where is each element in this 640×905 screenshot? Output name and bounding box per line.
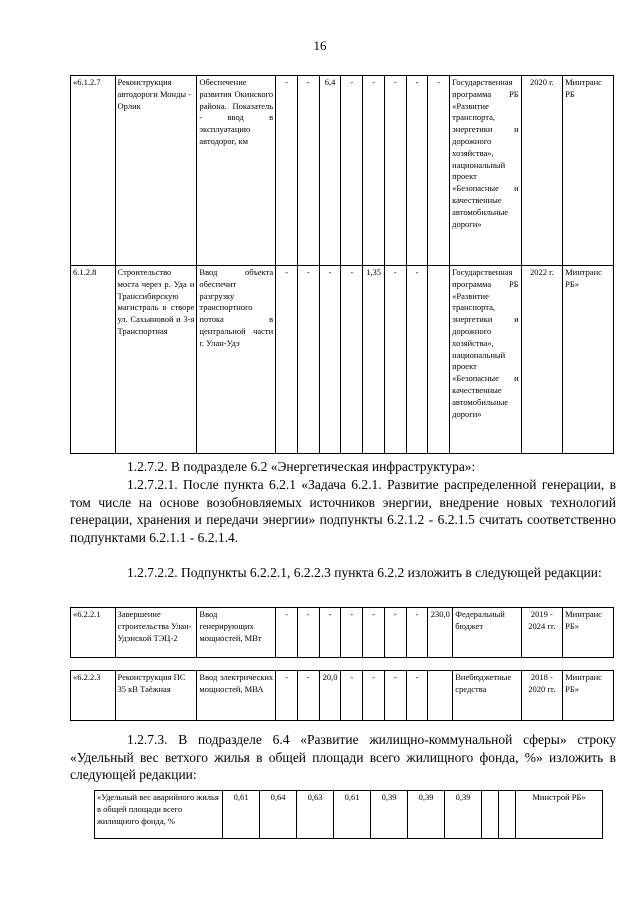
- year-value: 6,4: [319, 76, 341, 266]
- year-value: -: [341, 76, 363, 266]
- year-value: 0,39: [371, 791, 408, 839]
- measure-indicator: Ввод объекта обеспечит разгрузку транспортного потока в центральной части г. Улан-Удэ: [197, 266, 276, 454]
- year-value: 0,61: [223, 791, 260, 839]
- table-row: [71, 671, 614, 721]
- year-value: -: [363, 671, 385, 721]
- indicator-name: «Удельный вес аварийного жилья в общей площади всего жилищного фонда, %: [95, 791, 223, 839]
- funding-source: Государственная программа РБ «Развитие транспорта, энергетики и дорожного хозяйства», национальный проект «Безопасные и качественные автомобильные дороги»: [450, 266, 522, 454]
- year-value: 0,61: [334, 791, 371, 839]
- year-value: -: [428, 76, 450, 266]
- year-value: 0,63: [297, 791, 334, 839]
- executor: Минстрой РБ»: [516, 791, 603, 839]
- measure-name: Завершение строительства Улан-Удэнской ТЭЦ-2: [115, 608, 197, 658]
- year-value: -: [276, 76, 298, 266]
- deadline: 2018 - 2020 гг.: [521, 671, 562, 721]
- deadline: 2022 г.: [521, 266, 562, 454]
- year-value: -: [384, 76, 406, 266]
- year-value: -: [297, 671, 319, 721]
- executor: Минтранс РБ»: [563, 266, 614, 454]
- housing-table: [94, 790, 603, 839]
- year-value: -: [406, 608, 428, 658]
- measure-indicator: Ввод электрических мощностей, МВА: [197, 671, 276, 721]
- executor: Минтранс РБ: [563, 76, 614, 266]
- year-value: -: [276, 608, 298, 658]
- year-value: -: [384, 671, 406, 721]
- measure-name: Реконструкция автодороги Монды - Орлик: [115, 76, 197, 266]
- funding-source: Федеральный бюджет: [453, 608, 521, 658]
- measure-name: Строительство моста через р. Уда и Транссибирскую магистраль в створе ул. Сахьяновой и 3-я Транспортная: [115, 266, 197, 454]
- funding-source: Внебюджетные средства: [453, 671, 521, 721]
- measure-indicator: Ввод генерирующих мощностей, МВт: [197, 608, 276, 658]
- year-value: -: [276, 266, 298, 454]
- year-value: -: [406, 266, 428, 454]
- empty-cell: [499, 791, 516, 839]
- year-value: -: [319, 608, 341, 658]
- year-value: -: [341, 671, 363, 721]
- year-value: -: [297, 76, 319, 266]
- year-value: -: [297, 608, 319, 658]
- paragraph: 1.2.7.2.1. После пункта 6.2.1 «Задача 6.2.1. Развитие распределенной генерации, в том числе на основе возобновляемых источников энергии, внедрение новых технологий генерации, хранения и передачи энергии» подпункты 6.2.1.2 - 6.2.1.5 считать соответственно подпунктами 6.2.1.1 - 6.2.1.4.: [70, 477, 616, 545]
- year-value: [428, 266, 450, 454]
- year-value: -: [297, 266, 319, 454]
- measure-indicator: Обеспечение развития Окинского района. Показатель - ввод в эксплуатацию автодорог, км: [197, 76, 276, 266]
- energy-table-1: [70, 607, 614, 658]
- paragraph: 1.2.7.2. В подразделе 6.2 «Энергетическая инфраструктура»:: [127, 459, 476, 474]
- deadline: 2020 г.: [521, 76, 562, 266]
- year-value: -: [406, 76, 428, 266]
- table-row: [71, 76, 614, 266]
- row-number: «6.2.2.1: [71, 608, 116, 658]
- year-value: -: [384, 266, 406, 454]
- executor: Минтранс РБ»: [563, 671, 614, 721]
- year-value: 0,64: [260, 791, 297, 839]
- year-value: -: [341, 266, 363, 454]
- table-row: [71, 608, 614, 658]
- row-number: «6.1.2.7: [71, 76, 116, 266]
- table-row: [95, 791, 603, 839]
- year-value: -: [319, 266, 341, 454]
- year-value: -: [384, 608, 406, 658]
- row-number: «6.2.2.3: [71, 671, 116, 721]
- table-row: [71, 266, 614, 454]
- page-number: 16: [313, 38, 327, 53]
- row-number: 6.1.2.8: [71, 266, 116, 454]
- measure-name: Реконструкция ПС 35 кВ Таёжная: [115, 671, 197, 721]
- roads-table: [70, 75, 614, 454]
- year-value: 1,35: [363, 266, 385, 454]
- year-value: [428, 671, 453, 721]
- funding-source: Государственная программа РБ «Развитие транспорта, энергетики и дорожного хозяйства», национальный проект «Безопасные и качественные автомобильные дороги»: [450, 76, 522, 266]
- year-value: 0,39: [445, 791, 482, 839]
- year-value: -: [341, 608, 363, 658]
- empty-cell: [482, 791, 499, 839]
- year-value: 230,0: [428, 608, 453, 658]
- year-value: 20,0: [319, 671, 341, 721]
- year-value: -: [363, 76, 385, 266]
- paragraph: 1.2.7.3. В подразделе 6.4 «Развитие жилищно-коммунальной сферы» строку «Удельный вес ветхого жилья в общей площади всего жилищного фонда, %» изложить в следующей редакции:: [70, 732, 616, 782]
- energy-table-2: [70, 670, 614, 721]
- year-value: 0,39: [408, 791, 445, 839]
- year-value: -: [363, 608, 385, 658]
- paragraph: 1.2.7.2.2. Подпункты 6.2.2.1, 6.2.2.3 пункта 6.2.2 изложить в следующей редакции:: [127, 565, 602, 580]
- year-value: -: [276, 671, 298, 721]
- deadline: 2019 - 2024 гг.: [521, 608, 562, 658]
- year-value: -: [406, 671, 428, 721]
- executor: Минтранс РБ»: [563, 608, 614, 658]
